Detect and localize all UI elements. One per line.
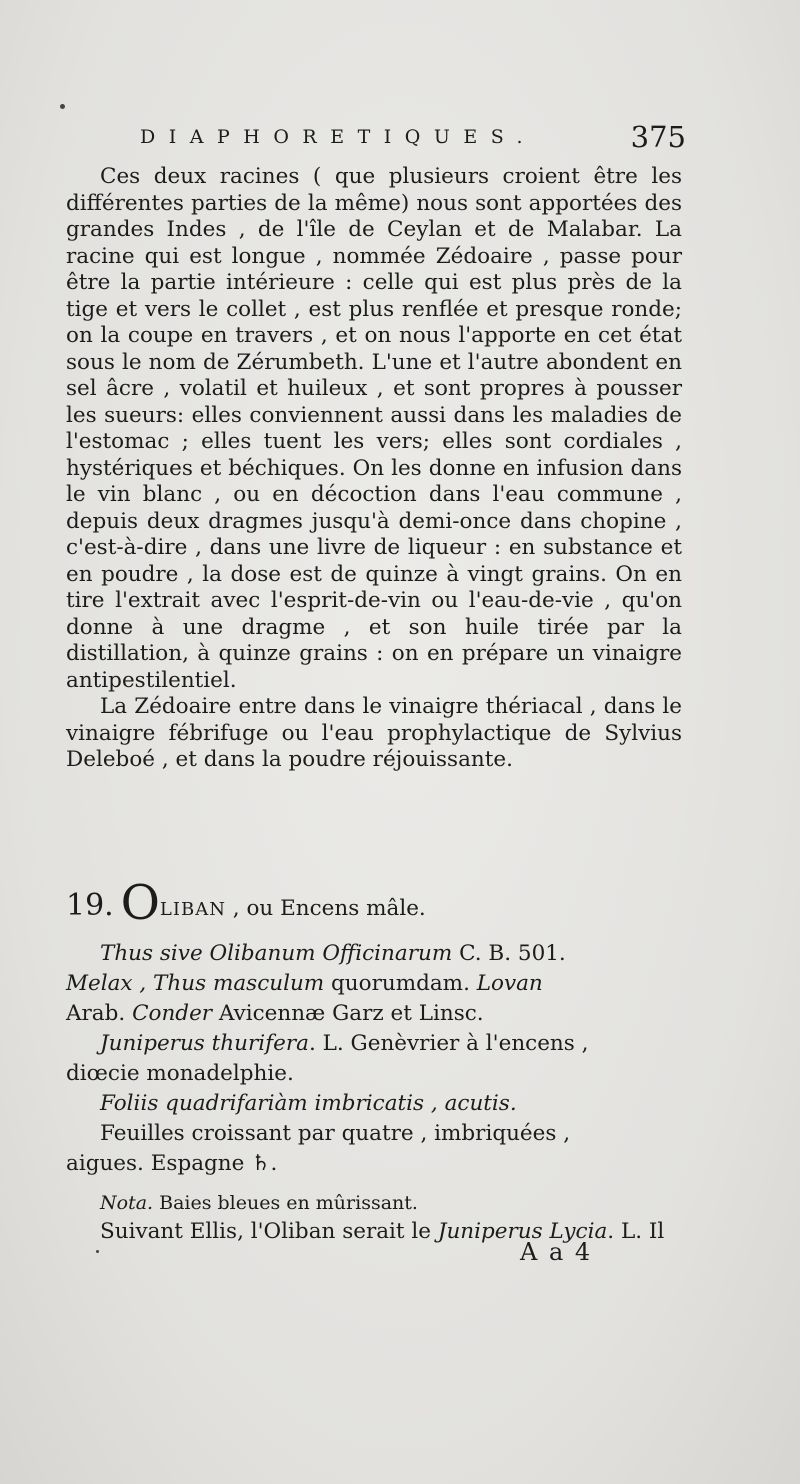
description-french-1: Feuilles croissant par quatre , imbriquées , [100, 1121, 571, 1146]
ink-speck [60, 104, 65, 109]
binomial-name: Juniperus thurifera [100, 1031, 309, 1056]
description-latin: Foliis quadrifariàm imbricatis , acutis. [100, 1091, 517, 1116]
page-number: 375 [630, 120, 686, 154]
suivant-text: . L. Il [607, 1219, 665, 1244]
entry-heading [66, 875, 682, 933]
synonym-latin: Melax , Thus masculum [66, 971, 325, 996]
binomial-ref: . L. Genèvrier à l'encens , [308, 1031, 589, 1056]
classification-line: diœcie monadelphie. [66, 1061, 294, 1086]
entry-number: 19. [66, 888, 114, 923]
nota-text: Baies bleues en mûrissant. [153, 1192, 418, 1214]
body-text [66, 164, 682, 774]
synonym-line-1 [66, 939, 682, 969]
paragraph-usage: La Zédoaire entre dans le vinaigre thériacal , dans le vinaigre fébrifuge ou l'eau prophylactique de Sylvius Deleboé , et dans la poudre réjouissante. [66, 694, 682, 772]
nota-label: Nota. [100, 1192, 154, 1214]
synonym-text: Arab. [66, 1001, 133, 1026]
running-title: DIAPHORETIQUES. [140, 126, 537, 148]
page-header [140, 120, 686, 160]
synonym-line-2 [66, 969, 682, 999]
synonym-latin: Conder [132, 1001, 213, 1026]
suivant-latin: Juniperus Lycia [437, 1219, 608, 1244]
synonym-latin: Thus sive Olibanum Officinarum [100, 941, 453, 966]
synonym-ref: C. B. 501. [452, 941, 566, 966]
paragraph-zedoaire: Ces deux racines ( que plusieurs croient être les différentes parties de la même) nous sont apportées des grandes Indes , de l'île de Ceylan et de Malabar. La racine qui est longue , nommée Zédoaire , passe pour être la partie intérieure : celle qui est plus près de la tige et vers le collet , est plus renflée et presque ronde; on la coupe en travers , et on nous l'apporte en cet état sous le nom de Zérumbeth. L'une et l'autre abondent en sel âcre , volatil et huileux , et sont propres à pousser les sueurs: elles conviennent aussi dans les maladies de l'estomac ; elles tuent les vers; elles sont cordiales , hystériques et béchiques. On les donne en infusion dans le vin blanc , ou en décoction dans l'eau commune , depuis deux dragmes jusqu'à demi-once dans chopine , c'est-à-dire , dans une livre de liqueur : en substance et en poudre , la dose est de quinze à vingt grains. On en tire l'extrait avec l'esprit-de-vin ou l'eau-de-vie , qu'on donne à une dragme , et son huile tirée par la distillation, à quinze grains : on en prépare un vinaigre antipestilentiel. [66, 164, 682, 693]
synonym-text: quorumdam. [324, 971, 477, 996]
synonym-latin: Lovan [476, 971, 543, 996]
suivant-text: Suivant Ellis, l'Oliban serait le [100, 1219, 438, 1244]
binomial-line [66, 1029, 682, 1059]
synonym-text: Avicennæ Garz et Linsc. [212, 1001, 484, 1026]
entry-name-suffix: , ou Encens mâle. [225, 896, 426, 921]
description-french-2: aigues. Espagne ♄. [66, 1151, 278, 1176]
nota-line [66, 1189, 682, 1217]
drop-initial: O [120, 875, 160, 931]
signature-mark: A a 4 [520, 1238, 593, 1266]
synonym-line-3 [66, 999, 682, 1029]
entry-name: LIBAN [159, 899, 226, 920]
entry-oliban [66, 875, 682, 1247]
ink-speck [96, 1250, 99, 1253]
